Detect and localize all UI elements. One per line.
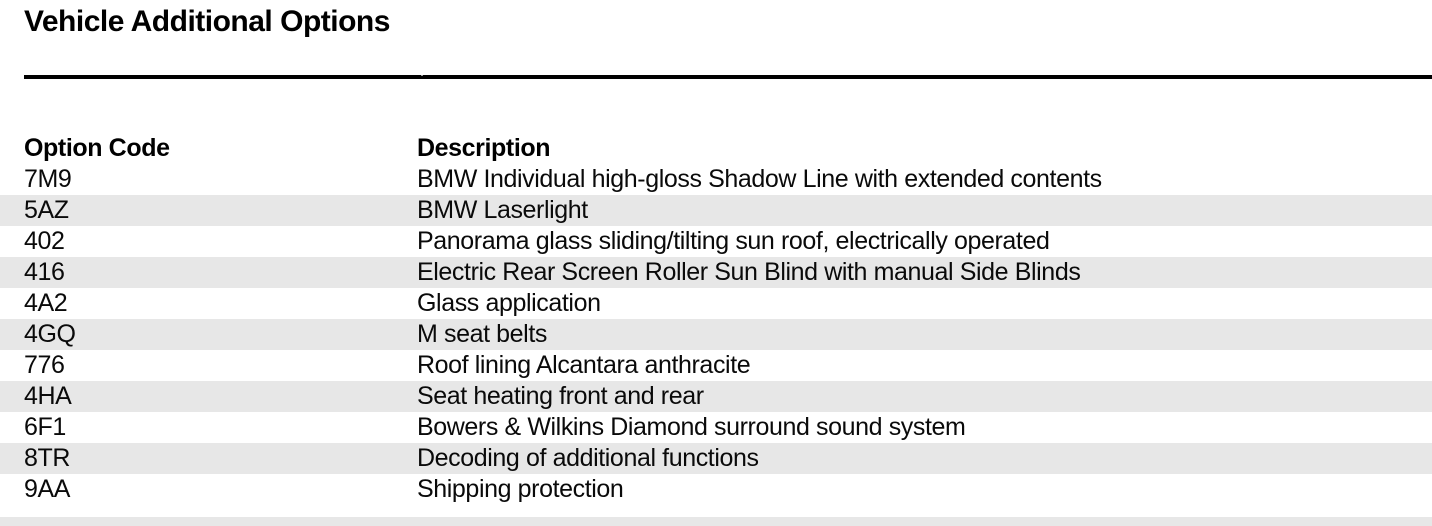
option-code-cell: 4HA — [24, 382, 72, 410]
partial-next-row-stripe — [0, 517, 1432, 526]
option-code-cell: 4A2 — [24, 289, 68, 317]
table-row — [0, 381, 1432, 412]
table-row — [0, 195, 1432, 226]
table-row — [0, 443, 1432, 474]
option-code-cell: 776 — [24, 351, 65, 379]
description-cell: Seat heating front and rear — [417, 382, 704, 410]
description-cell: Bowers & Wilkins Diamond surround sound system — [417, 413, 966, 441]
description-cell: Panorama glass sliding/tilting sun roof, electrically operated — [417, 227, 1050, 255]
page-title: Vehicle Additional Options — [24, 5, 390, 38]
description-cell: Shipping protection — [417, 475, 624, 503]
description-cell: Roof lining Alcantara anthracite — [417, 351, 751, 379]
option-code-cell: 5AZ — [24, 196, 69, 224]
title-divider — [24, 75, 1432, 79]
table-row — [0, 226, 1432, 257]
option-code-cell: 416 — [24, 258, 65, 286]
table-row — [0, 319, 1432, 350]
table-row — [0, 474, 1432, 505]
table-body — [0, 164, 1432, 505]
option-code-cell: 8TR — [24, 444, 71, 472]
options-table — [0, 133, 1432, 505]
description-cell: M seat belts — [417, 320, 547, 348]
description-cell: Electric Rear Screen Roller Sun Blind with manual Side Blinds — [417, 258, 1081, 286]
divider-seam — [421, 75, 423, 76]
description-cell: BMW Individual high-gloss Shadow Line with extended contents — [417, 165, 1102, 193]
table-row — [0, 257, 1432, 288]
table-row — [0, 412, 1432, 443]
column-header-description: Description — [417, 134, 551, 162]
table-row — [0, 350, 1432, 381]
description-cell: Decoding of additional functions — [417, 444, 759, 472]
column-header-option-code: Option Code — [24, 134, 170, 162]
option-code-cell: 6F1 — [24, 413, 66, 441]
table-header-row — [0, 133, 1432, 164]
option-code-cell: 7M9 — [24, 165, 72, 193]
option-code-cell: 4GQ — [24, 320, 76, 348]
table-row — [0, 164, 1432, 195]
option-code-cell: 9AA — [24, 475, 71, 503]
description-cell: Glass application — [417, 289, 601, 317]
table-row — [0, 288, 1432, 319]
option-code-cell: 402 — [24, 227, 65, 255]
description-cell: BMW Laserlight — [417, 196, 588, 224]
